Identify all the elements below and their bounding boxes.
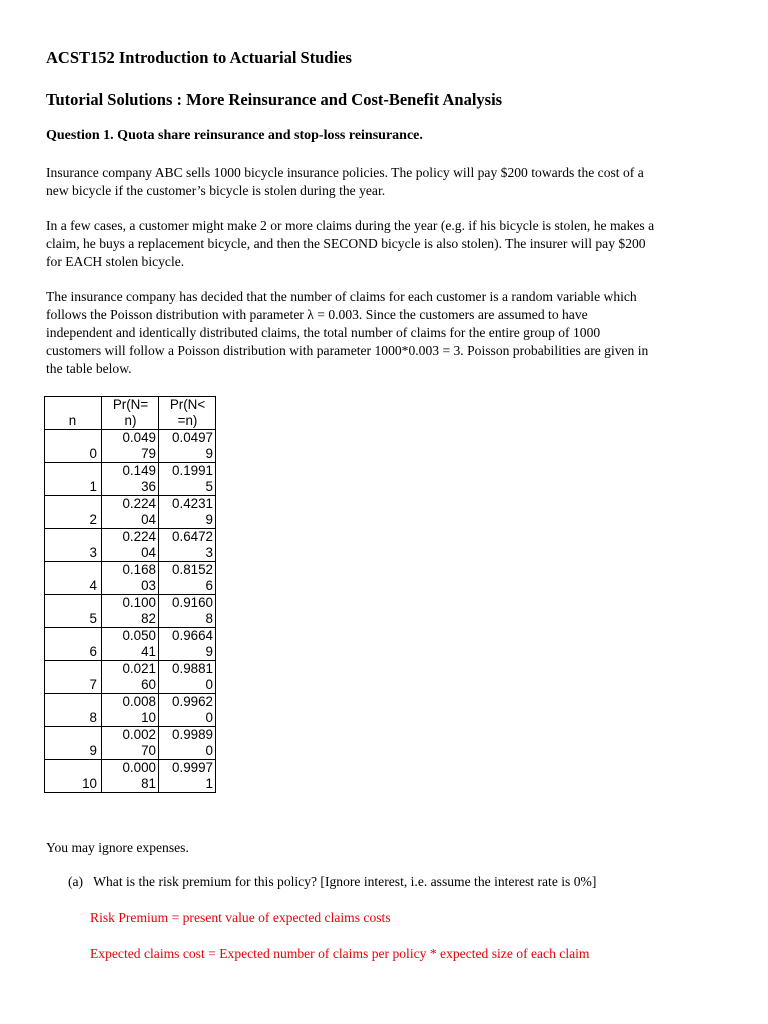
table-cell-cumulative-part: 0.9664 <box>172 628 213 643</box>
table-cell-probability-part: 0.149 <box>122 463 156 478</box>
table-row <box>45 430 216 463</box>
table-cell-cumulative <box>159 430 216 463</box>
table-cell-probability <box>102 694 159 727</box>
table-cell-probability-part: 10 <box>141 710 156 725</box>
paragraph-line: independent and identically distributed claims, the total number of claims for the entire group of 1000 <box>46 325 601 340</box>
question-a <box>68 874 596 890</box>
table-cell-probability-part: 0.224 <box>122 529 156 544</box>
paragraph-line: the table below. <box>46 361 132 376</box>
table-cell-probability <box>102 529 159 562</box>
paragraph-multiple-claims <box>46 217 726 271</box>
table-cell-cumulative <box>159 628 216 661</box>
expenses-note: You may ignore expenses. <box>46 840 189 855</box>
table-cell-probability-part: 36 <box>141 479 156 494</box>
question-heading: Question 1. Quota share reinsurance and stop-loss reinsurance. <box>46 128 423 143</box>
table-cell-probability-part: 41 <box>141 644 156 659</box>
table-cell-probability <box>102 496 159 529</box>
table-cell-cumulative <box>159 661 216 694</box>
paragraph-line: Insurance company ABC sells 1000 bicycle insurance policies. The policy will pay $200 towards the cost of a <box>46 165 644 180</box>
table-cell-cumulative-part: 0 <box>205 743 213 758</box>
table-cell-probability <box>102 661 159 694</box>
table-cell-cumulative-part: 0.9160 <box>172 595 213 610</box>
table-cell-cumulative <box>159 694 216 727</box>
table-cell-probability-part: 60 <box>141 677 156 692</box>
table-cell-cumulative <box>159 727 216 760</box>
paragraph-line: new bicycle if the customer’s bicycle is stolen during the year. <box>46 183 386 198</box>
table-cell-cumulative-part: 0.9962 <box>172 694 213 709</box>
paragraph-policy-description <box>46 164 726 200</box>
table-cell-cumulative-part: 0.9997 <box>172 760 213 775</box>
table-cell-cumulative-part: 0.8152 <box>172 562 213 577</box>
table-cell-probability-part: 0.050 <box>122 628 156 643</box>
table-row <box>45 529 216 562</box>
table-cell-cumulative <box>159 496 216 529</box>
table-cell-probability-part: 82 <box>141 611 156 626</box>
table-cell-probability-part: 0.100 <box>122 595 156 610</box>
table-cell-probability <box>102 760 159 793</box>
table-row <box>45 595 216 628</box>
table-row <box>45 628 216 661</box>
answer-line-expected-cost: Expected claims cost = Expected number of claims per policy * expected size of each claim <box>90 946 590 961</box>
table-cell-probability-part: 81 <box>141 776 156 791</box>
table-cell-probability <box>102 595 159 628</box>
table-row <box>45 496 216 529</box>
paragraph-line: for EACH stolen bicycle. <box>46 254 185 269</box>
table-cell-probability <box>102 562 159 595</box>
table-row <box>45 727 216 760</box>
table-cell-probability-part: 0.002 <box>122 727 156 742</box>
table-cell-probability-part: 04 <box>141 545 156 560</box>
table-cell-n: 7 <box>45 661 102 694</box>
table-cell-cumulative-part: 0.9989 <box>172 727 213 742</box>
table-cell-probability <box>102 463 159 496</box>
table-cell-cumulative-part: 0 <box>205 710 213 725</box>
table-cell-cumulative-part: 5 <box>205 479 213 494</box>
table-row <box>45 760 216 793</box>
poisson-probability-table <box>44 396 216 793</box>
table-cell-n: 0 <box>45 430 102 463</box>
table-row <box>45 661 216 694</box>
table-cell-cumulative <box>159 463 216 496</box>
table-cell-cumulative <box>159 529 216 562</box>
table-cell-cumulative-part: 9 <box>205 644 213 659</box>
table-cell-probability-part: 0.168 <box>122 562 156 577</box>
table-cell-n: 10 <box>45 760 102 793</box>
table-cell-cumulative <box>159 562 216 595</box>
table-cell-n: 9 <box>45 727 102 760</box>
question-a-label: (a) <box>68 874 84 889</box>
table-cell-cumulative-part: 0 <box>205 677 213 692</box>
table-row <box>45 562 216 595</box>
question-a-text: What is the risk premium for this policy? [Ignore interest, i.e. assume the interest rate is 0%] <box>93 874 597 889</box>
table-cell-cumulative <box>159 595 216 628</box>
table-cell-n: 1 <box>45 463 102 496</box>
table-row <box>45 694 216 727</box>
table-cell-cumulative-part: 0.9881 <box>172 661 213 676</box>
table-cell-n: 4 <box>45 562 102 595</box>
table-cell-n: 5 <box>45 595 102 628</box>
paragraph-line: The insurance company has decided that the number of claims for each customer is a random variable which <box>46 289 637 304</box>
table-cell-probability-part: 04 <box>141 512 156 527</box>
course-title: ACST152 Introduction to Actuarial Studies <box>46 48 352 67</box>
table-header-cell-probability: Pr(N= n) <box>102 397 159 430</box>
table-cell-probability-part: 0.008 <box>122 694 156 709</box>
paragraph-line: follows the Poisson distribution with parameter λ = 0.003. Since the customers are assumed to have <box>46 307 588 322</box>
table-cell-probability <box>102 430 159 463</box>
table-cell-cumulative-part: 0.0497 <box>172 430 213 445</box>
table-cell-cumulative <box>159 760 216 793</box>
table-cell-probability-part: 0.000 <box>122 760 156 775</box>
table-cell-cumulative-part: 9 <box>205 512 213 527</box>
table-cell-probability-part: 0.021 <box>122 661 156 676</box>
table-cell-cumulative-part: 1 <box>205 776 213 791</box>
table-header-cell-n: n <box>45 397 102 430</box>
table-cell-probability <box>102 628 159 661</box>
table-cell-probability <box>102 727 159 760</box>
table-row <box>45 463 216 496</box>
table-cell-probability-part: 0.224 <box>122 496 156 511</box>
table-cell-probability-part: 03 <box>141 578 156 593</box>
paragraph-line: In a few cases, a customer might make 2 or more claims during the year (e.g. if his bicycle is stolen, he makes a <box>46 218 655 233</box>
table-cell-n: 2 <box>45 496 102 529</box>
paragraph-line: customers will follow a Poisson distribution with parameter 1000*0.003 = 3. Poisson probabilities are given in <box>46 343 649 358</box>
document-subtitle: Tutorial Solutions : More Reinsurance and Cost-Benefit Analysis <box>46 90 503 109</box>
table-cell-cumulative-part: 3 <box>205 545 213 560</box>
table-cell-probability-part: 0.049 <box>122 430 156 445</box>
table-cell-cumulative-part: 8 <box>205 611 213 626</box>
table-header-row <box>45 397 216 430</box>
table-header-cell-cumulative: Pr(N< =n) <box>159 397 216 430</box>
table-cell-probability-part: 79 <box>141 446 156 461</box>
paragraph-line: claim, he buys a replacement bicycle, and then the SECOND bicycle is also stolen). The insurer will pay $200 <box>46 236 646 251</box>
table-cell-cumulative-part: 9 <box>205 446 213 461</box>
table-cell-cumulative-part: 0.1991 <box>172 463 213 478</box>
table-cell-n: 8 <box>45 694 102 727</box>
answer-line-risk-premium: Risk Premium = present value of expected claims costs <box>90 910 391 925</box>
table-cell-n: 6 <box>45 628 102 661</box>
paragraph-poisson-model <box>46 288 726 378</box>
table-cell-cumulative-part: 6 <box>205 578 213 593</box>
table-cell-probability-part: 70 <box>141 743 156 758</box>
table-cell-cumulative-part: 0.6472 <box>172 529 213 544</box>
table-cell-n: 3 <box>45 529 102 562</box>
table-cell-cumulative-part: 0.4231 <box>172 496 213 511</box>
